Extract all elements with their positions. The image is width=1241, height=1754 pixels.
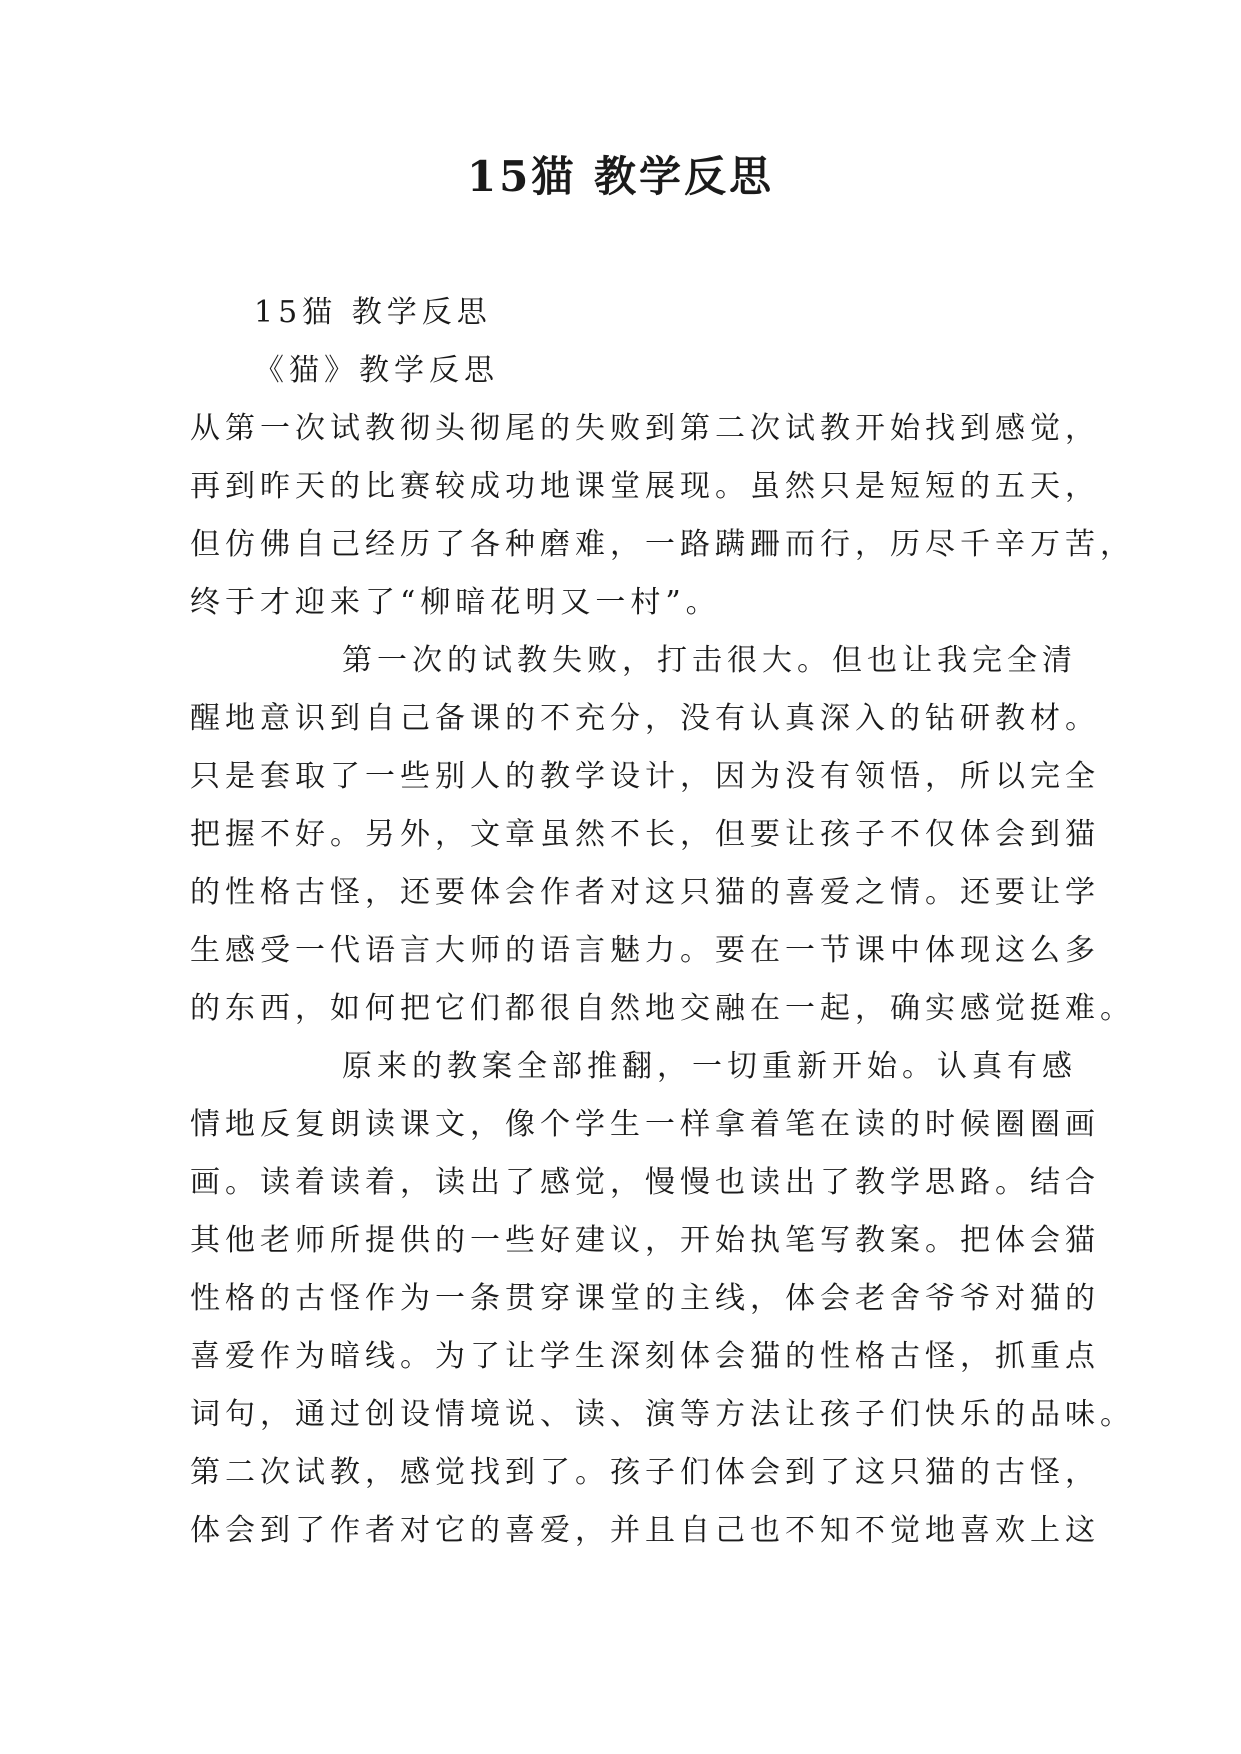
paragraph-line: 情地反复朗读课文，像个学生一样拿着笔在读的时候圈圈画 bbox=[190, 1107, 1100, 1142]
section-heading: 《猫》教学反思 bbox=[254, 353, 499, 388]
paragraph-line: 醒地意识到自己备课的不充分，没有认真深入的钻研教材。 bbox=[190, 701, 1100, 736]
paragraph-line: 性格的古怪作为一条贯穿课堂的主线，体会老舍爷爷对猫的 bbox=[190, 1281, 1100, 1316]
paragraph-line: 第一次的试教失败，打击很大。但也让我完全清 bbox=[342, 643, 1077, 678]
paragraph-line: 终于才迎来了“柳暗花明又一村”。 bbox=[190, 585, 721, 620]
paragraph-line: 的性格古怪，还要体会作者对这只猫的喜爱之情。还要让学 bbox=[190, 875, 1100, 910]
paragraph-line: 第二次试教，感觉找到了。孩子们体会到了这只猫的古怪， bbox=[190, 1455, 1100, 1490]
paragraph-line: 把握不好。另外，文章虽然不长，但要让孩子不仅体会到猫 bbox=[190, 817, 1100, 852]
paragraph-line: 只是套取了一些别人的教学设计，因为没有领悟，所以完全 bbox=[190, 759, 1100, 794]
paragraph-line: 体会到了作者对它的喜爱，并且自己也不知不觉地喜欢上这 bbox=[190, 1513, 1100, 1548]
paragraph-line: 词句，通过创设情境说、读、演等方法让孩子们快乐的品味。 bbox=[190, 1397, 1135, 1432]
paragraph-line: 画。读着读着，读出了感觉，慢慢也读出了教学思路。结合 bbox=[190, 1165, 1100, 1200]
paragraph-line: 喜爱作为暗线。为了让学生深刻体会猫的性格古怪，抓重点 bbox=[190, 1339, 1100, 1374]
paragraph-line: 从第一次试教彻头彻尾的失败到第二次试教开始找到感觉， bbox=[190, 411, 1100, 446]
document-body bbox=[190, 284, 1135, 1560]
paragraph-line: 生感受一代语言大师的语言魅力。要在一节课中体现这么多 bbox=[190, 933, 1100, 968]
paragraph-line: 再到昨天的比赛较成功地课堂展现。虽然只是短短的五天， bbox=[190, 469, 1100, 504]
paragraph-line: 但仿佛自己经历了各种磨难，一路蹒跚而行，历尽千辛万苦， bbox=[190, 527, 1135, 562]
paragraph-line: 的东西，如何把它们都很自然地交融在一起，确实感觉挺难。 bbox=[190, 991, 1135, 1026]
document-title: 15猫 教学反思 bbox=[466, 152, 775, 201]
paragraph-line: 原来的教案全部推翻，一切重新开始。认真有感 bbox=[342, 1049, 1077, 1084]
subtitle-line: 15猫 教学反思 bbox=[254, 295, 492, 330]
paragraph-line: 其他老师所提供的一些好建议，开始执笔写教案。把体会猫 bbox=[190, 1223, 1100, 1258]
